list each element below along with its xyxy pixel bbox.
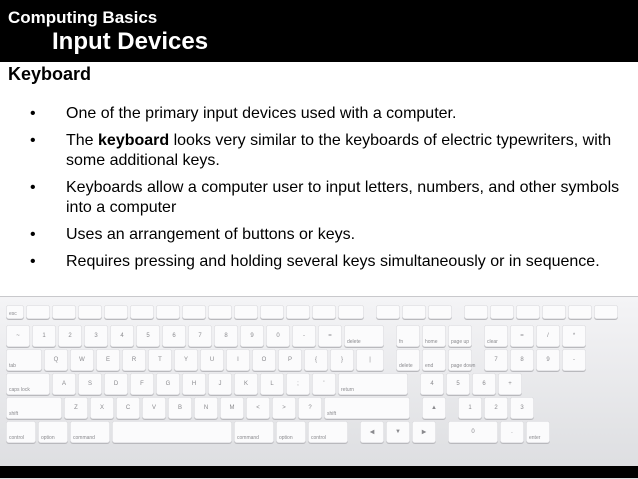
key-label: esc [9, 311, 17, 317]
key-label: 9 [250, 333, 254, 339]
keyboard-key [260, 373, 284, 395]
key-label: 8 [224, 333, 228, 339]
course-title: Computing Basics [8, 8, 158, 27]
key-label: 8 [520, 357, 524, 363]
key-label: caps lock [9, 387, 30, 393]
keyboard-key [148, 349, 172, 371]
keyboard-key [6, 373, 50, 395]
key-label: 3 [94, 333, 98, 339]
key-label: X [99, 405, 105, 411]
keyboard-key [484, 325, 508, 347]
keyboard-key [32, 325, 56, 347]
key-label: control [311, 435, 327, 441]
keyboard-key [6, 397, 62, 419]
keyboard-key [162, 325, 186, 347]
keyboard-key [200, 349, 224, 371]
keyboard-key [136, 325, 160, 347]
bullet-text: Uses an arrangement of buttons or keys. [66, 226, 356, 243]
key-label: T [158, 357, 162, 363]
key-label: M [229, 405, 235, 411]
key-label: 6 [172, 333, 176, 339]
keyboard-key [70, 421, 110, 443]
keyboard-key [130, 305, 154, 319]
keyboard-key [276, 421, 306, 443]
key-label: ▲ [431, 405, 437, 411]
keyboard-key [312, 305, 336, 319]
key-label: G [165, 381, 171, 387]
bullet-item [30, 131, 635, 171]
keyboard-key [360, 421, 384, 443]
keyboard-key [168, 397, 192, 419]
key-label: ~ [16, 333, 20, 339]
keyboard-key [344, 325, 384, 347]
keyboard-key [568, 305, 592, 319]
keyboard-key [90, 397, 114, 419]
section-title: Keyboard [8, 64, 92, 84]
keyboard-key [428, 305, 452, 319]
key-label: 4 [430, 381, 434, 387]
key-label: | [369, 357, 371, 363]
key-label: H [191, 381, 197, 387]
key-label: 7 [198, 333, 202, 339]
keyboard-key [464, 305, 488, 319]
keyboard-key [412, 421, 436, 443]
key-label: N [203, 405, 209, 411]
keyboard-key [500, 421, 524, 443]
keyboard-key [338, 305, 364, 319]
key-label: 9 [546, 357, 550, 363]
keyboard-key [130, 373, 154, 395]
slide-footer-bar [0, 466, 638, 478]
keyboard-key [308, 421, 348, 443]
key-label: shift [9, 411, 19, 417]
keyboard-key [260, 305, 284, 319]
slide-header [0, 0, 638, 62]
keyboard-key [112, 421, 232, 443]
keyboard-key [104, 305, 128, 319]
keyboard-key [194, 397, 218, 419]
keyboard-key [318, 325, 342, 347]
key-label: F [140, 381, 144, 387]
keyboard-key [234, 421, 274, 443]
keyboard-key [286, 373, 310, 395]
keyboard-key [396, 325, 420, 347]
keyboard-key [6, 305, 24, 319]
key-label: shift [327, 411, 337, 417]
key-label: 0 [276, 333, 280, 339]
keyboard-key [208, 373, 232, 395]
keyboard-key [472, 373, 496, 395]
bullet-text: One of the primary input devices used with a computer. [66, 105, 457, 122]
keyboard-key [536, 325, 560, 347]
keyboard-key [252, 349, 276, 371]
keyboard-key [526, 421, 550, 443]
keyboard-key [484, 397, 508, 419]
key-label: J [218, 381, 222, 387]
bullet-item [30, 178, 635, 218]
keyboard-key [330, 349, 354, 371]
key-label: U [209, 357, 215, 363]
key-label: + [508, 381, 512, 387]
keyboard-key [458, 397, 482, 419]
key-label: return [341, 387, 355, 393]
key-label: 1 [468, 405, 472, 411]
bullet-text: Requires pressing and holding several keys simultaneously or in sequence. [66, 253, 600, 270]
keyboard-key [6, 325, 30, 347]
keyboard-key [338, 373, 408, 395]
keyboard-key [78, 373, 102, 395]
keyboard-key [58, 325, 82, 347]
keyboard-key [304, 349, 328, 371]
keyboard-key [278, 349, 302, 371]
keyboard-key [38, 421, 68, 443]
bullet-marker: • [30, 132, 36, 149]
key-label: = [328, 333, 332, 339]
keyboard-key [208, 305, 232, 319]
key-label: page down [451, 363, 476, 369]
key-label: W [79, 357, 85, 363]
key-label: command [73, 435, 95, 441]
key-label: 6 [482, 381, 486, 387]
keyboard-key [6, 421, 36, 443]
keyboard-key [422, 325, 446, 347]
bullet-item [30, 225, 635, 245]
keyboard-key [142, 397, 166, 419]
key-label: / [547, 333, 549, 339]
keyboard-key [266, 325, 290, 347]
key-label: page up [451, 339, 470, 345]
keyboard-key [174, 349, 198, 371]
keyboard-key [122, 349, 146, 371]
keyboard-key [26, 305, 50, 319]
bullet-text: Keyboards allow a computer user to input letters, numbers, and other symbols into a computer [66, 179, 620, 216]
keyboard-key [272, 397, 296, 419]
key-label: ? [308, 405, 312, 411]
keyboard-key [188, 325, 212, 347]
key-label: D [113, 381, 119, 387]
key-label: C [125, 405, 131, 411]
key-label: delete [347, 339, 361, 345]
key-label: 7 [494, 357, 498, 363]
keyboard-key [386, 421, 410, 443]
bullet-marker: • [30, 105, 36, 122]
keyboard-key [240, 325, 264, 347]
key-label: P [287, 357, 293, 363]
key-label: end [425, 363, 434, 369]
bullet-text-post: looks very similar to the keyboards of electric typewriters, with some additional keys. [66, 132, 612, 169]
key-label: E [105, 357, 111, 363]
key-label: = [520, 333, 524, 339]
key-label: } [340, 357, 344, 363]
keyboard-key [324, 397, 410, 419]
keyboard-key [52, 305, 76, 319]
keyboard-key [234, 373, 258, 395]
keyboard-key [516, 305, 540, 319]
key-label: > [282, 405, 286, 411]
bullet-marker: • [30, 179, 36, 196]
key-label: ; [297, 381, 299, 387]
keyboard-key [356, 349, 384, 371]
bullet-text-pre: The [66, 132, 99, 149]
key-label: home [425, 339, 438, 345]
keyboard-key [286, 305, 310, 319]
keyboard-key [6, 349, 42, 371]
keyboard-key [536, 349, 560, 371]
keyboard-key [226, 349, 250, 371]
key-label: V [151, 405, 157, 411]
key-label: command [237, 435, 259, 441]
keyboard-key [376, 305, 400, 319]
keyboard-key [420, 373, 444, 395]
key-label: ' [323, 381, 325, 387]
key-label: enter [529, 435, 541, 441]
bullet-marker: • [30, 226, 36, 243]
keyboard-key [234, 305, 258, 319]
key-label: Y [183, 357, 189, 363]
key-label: < [256, 405, 260, 411]
keyboard-key [446, 373, 470, 395]
keyboard-key [70, 349, 94, 371]
key-label: ▶ [421, 429, 427, 436]
keyboard-key [448, 349, 476, 371]
keyboard-key [182, 305, 206, 319]
key-label: 0 [471, 429, 475, 435]
key-label: B [177, 405, 183, 411]
key-label: R [131, 357, 137, 363]
keyboard-key [246, 397, 270, 419]
bullet-text-bold: keyboard [98, 132, 170, 149]
keyboard-key [298, 397, 322, 419]
keyboard-key [562, 325, 586, 347]
key-label: A [61, 381, 67, 387]
topic-title: Input Devices [52, 28, 209, 55]
keyboard-key [156, 305, 180, 319]
keyboard-key [594, 305, 618, 319]
keyboard-key [78, 305, 102, 319]
keyboard-key [422, 349, 446, 371]
key-label: K [243, 381, 249, 387]
key-label: 2 [494, 405, 498, 411]
keyboard-key [542, 305, 566, 319]
key-label: I [237, 357, 239, 363]
key-label: . [511, 429, 513, 435]
bullet-item [30, 252, 635, 272]
keyboard-key [104, 373, 128, 395]
key-label: fn [399, 339, 404, 345]
key-label: ▼ [395, 429, 401, 435]
bullet-marker: • [30, 253, 36, 270]
key-label: ◀ [369, 429, 375, 436]
keyboard-key [396, 349, 420, 371]
keyboard-key [510, 325, 534, 347]
keyboard-key [116, 397, 140, 419]
keyboard-key [84, 325, 108, 347]
bullet-list [30, 104, 635, 279]
key-label: option [41, 435, 55, 441]
keyboard-key [448, 421, 498, 443]
keyboard-image [0, 296, 638, 479]
keyboard-key [182, 373, 206, 395]
keyboard-key [220, 397, 244, 419]
key-label: tab [9, 363, 16, 369]
keyboard-key [422, 397, 446, 419]
keyboard-key [52, 373, 76, 395]
key-label: delete [399, 363, 413, 369]
keyboard-key [156, 373, 180, 395]
key-label: Q [53, 357, 59, 363]
keyboard-key [402, 305, 426, 319]
key-label: - [573, 357, 575, 363]
keyboard-key [562, 349, 586, 371]
keyboard-key [490, 305, 514, 319]
keyboard-key [64, 397, 88, 419]
key-label: { [314, 357, 318, 363]
key-label: 1 [42, 333, 46, 339]
key-label: S [87, 381, 93, 387]
key-label: 3 [520, 405, 524, 411]
key-label: * [572, 333, 576, 339]
keyboard-key [96, 349, 120, 371]
key-label: control [9, 435, 25, 441]
key-label: 5 [146, 333, 150, 339]
key-label: O [261, 357, 267, 363]
key-label: 4 [120, 333, 124, 339]
key-label: 5 [456, 381, 460, 387]
key-label: option [279, 435, 293, 441]
keyboard-key [44, 349, 68, 371]
keyboard-key [448, 325, 472, 347]
keyboard-key [510, 397, 534, 419]
keyboard-key [510, 349, 534, 371]
keyboard-key [110, 325, 134, 347]
keyboard-key [312, 373, 336, 395]
keyboard-key [292, 325, 316, 347]
key-label: - [303, 333, 305, 339]
keyboard-key [214, 325, 238, 347]
keyboard-key [498, 373, 522, 395]
bullet-item [30, 104, 635, 124]
key-label: clear [487, 339, 498, 345]
key-label: L [270, 381, 274, 387]
key-label: Z [74, 405, 78, 411]
key-label: 2 [68, 333, 72, 339]
keyboard-key [484, 349, 508, 371]
